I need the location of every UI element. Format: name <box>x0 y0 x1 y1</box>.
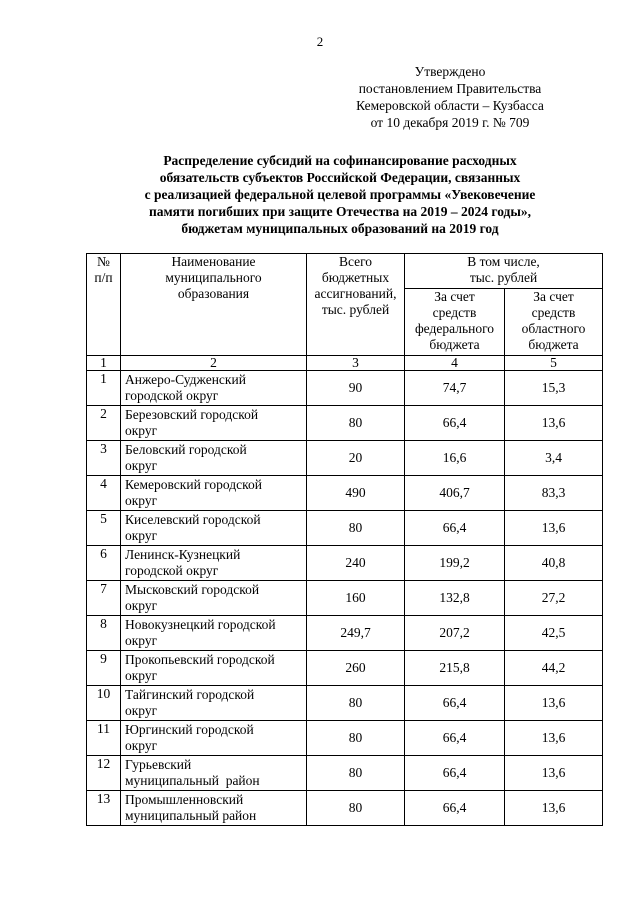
table-row <box>87 756 603 791</box>
row-number: 4 <box>87 476 121 511</box>
regional-value: 42,5 <box>505 616 603 651</box>
title-line: бюджетам муниципальных образований на 2019 год <box>181 221 499 236</box>
title-line: обязательств субъектов Российской Федерации, связанных <box>159 170 521 185</box>
column-index: 2 <box>121 356 307 371</box>
municipality-name <box>121 651 307 686</box>
municipality-name-line: округ <box>125 528 158 543</box>
column-index: 1 <box>87 356 121 371</box>
municipality-name-line: Ленинск-Кузнецкий <box>125 547 241 562</box>
row-number: 6 <box>87 546 121 581</box>
municipality-name <box>121 581 307 616</box>
header-line: образования <box>177 286 250 301</box>
federal-value: 215,8 <box>405 651 505 686</box>
municipality-name <box>121 686 307 721</box>
regional-value: 13,6 <box>505 721 603 756</box>
municipality-name-line: округ <box>125 598 158 613</box>
header-line: тыс. рублей <box>469 270 538 285</box>
header-line: средств <box>432 305 477 320</box>
header-line: В том числе, <box>467 254 540 269</box>
municipality-name-line: округ <box>125 423 158 438</box>
regional-value: 13,6 <box>505 511 603 546</box>
municipality-name-line: муниципальный район <box>125 808 257 823</box>
header-num <box>87 254 121 356</box>
municipality-name-line: округ <box>125 493 158 508</box>
regional-value: 13,6 <box>505 756 603 791</box>
regional-value: 44,2 <box>505 651 603 686</box>
approval-line: Кемеровской области – Кузбасса <box>356 98 544 113</box>
municipality-name-line: Новокузнецкий городской <box>125 617 276 632</box>
row-number: 7 <box>87 581 121 616</box>
municipality-name <box>121 546 307 581</box>
municipality-name-line: городской округ <box>125 388 219 403</box>
municipality-name <box>121 371 307 406</box>
header-total <box>307 254 405 356</box>
municipality-name-line: округ <box>125 633 158 648</box>
total-value: 160 <box>307 581 405 616</box>
table-row <box>87 651 603 686</box>
table-row <box>87 616 603 651</box>
approval-line: постановлением Правительства <box>358 81 542 96</box>
table-row <box>87 476 603 511</box>
title-line: Распределение субсидий на софинансирование расходных <box>163 153 517 168</box>
municipality-name <box>121 476 307 511</box>
header-line: бюджета <box>528 337 579 352</box>
municipality-name-line: Тайгинский городской <box>125 687 255 702</box>
table-row <box>87 511 603 546</box>
municipality-name-line: Юргинский городской <box>125 722 254 737</box>
regional-value: 15,3 <box>505 371 603 406</box>
municipality-name-line: Кемеровский городской <box>125 477 262 492</box>
total-value: 260 <box>307 651 405 686</box>
total-value: 80 <box>307 756 405 791</box>
municipality-name-line: округ <box>125 703 158 718</box>
header-line: тыс. рублей <box>321 302 390 317</box>
table-row <box>87 686 603 721</box>
page-number: 2 <box>316 34 324 49</box>
total-value: 490 <box>307 476 405 511</box>
row-number: 1 <box>87 371 121 406</box>
header-line: Всего <box>338 254 373 269</box>
header-line: бюджета <box>429 337 480 352</box>
header-line: п/п <box>94 270 113 285</box>
municipality-name-line: Анжеро-Судженский <box>125 372 246 387</box>
federal-value: 66,4 <box>405 406 505 441</box>
column-index-row <box>87 356 603 371</box>
federal-value: 66,4 <box>405 756 505 791</box>
federal-value: 199,2 <box>405 546 505 581</box>
row-number: 2 <box>87 406 121 441</box>
table-row <box>87 406 603 441</box>
header-line: ассигнований, <box>314 286 397 301</box>
federal-value: 66,4 <box>405 791 505 826</box>
table-row <box>87 546 603 581</box>
row-number: 12 <box>87 756 121 791</box>
row-number: 11 <box>87 721 121 756</box>
regional-value: 83,3 <box>505 476 603 511</box>
total-value: 20 <box>307 441 405 476</box>
header-line: За счет <box>434 289 475 304</box>
municipality-name-line: муниципальный район <box>125 773 260 788</box>
municipality-name <box>121 791 307 826</box>
title-line: памяти погибших при защите Отечества на 2019 – 2024 годы», <box>148 204 532 219</box>
municipality-name <box>121 616 307 651</box>
row-number: 13 <box>87 791 121 826</box>
column-index: 4 <box>405 356 505 371</box>
total-value: 80 <box>307 686 405 721</box>
total-value: 90 <box>307 371 405 406</box>
municipality-name-line: округ <box>125 738 158 753</box>
total-value: 80 <box>307 511 405 546</box>
document-title <box>80 152 600 237</box>
regional-value: 40,8 <box>505 546 603 581</box>
municipality-name <box>121 441 307 476</box>
table-row <box>87 791 603 826</box>
total-value: 80 <box>307 791 405 826</box>
column-index: 5 <box>505 356 603 371</box>
municipality-name-line: Мысковский городской <box>125 582 260 597</box>
municipality-name-line: Беловский городской <box>125 442 247 457</box>
row-number: 8 <box>87 616 121 651</box>
regional-value: 3,4 <box>505 441 603 476</box>
total-value: 240 <box>307 546 405 581</box>
header-federal <box>405 289 505 356</box>
header-line: муниципального <box>165 270 262 285</box>
municipality-name <box>121 721 307 756</box>
header-line: федерального <box>414 321 495 336</box>
municipality-name-line: Промышленновский <box>125 792 244 807</box>
regional-value: 27,2 <box>505 581 603 616</box>
title-line: с реализацией федеральной целевой программы «Увековечение <box>144 187 536 202</box>
federal-value: 66,4 <box>405 721 505 756</box>
federal-value: 74,7 <box>405 371 505 406</box>
column-index: 3 <box>307 356 405 371</box>
approval-line: от 10 декабря 2019 г. № 709 <box>370 115 530 130</box>
total-value: 249,7 <box>307 616 405 651</box>
header-name <box>121 254 307 356</box>
total-value: 80 <box>307 406 405 441</box>
approval-block <box>330 63 570 131</box>
header-including <box>405 254 603 289</box>
table-row <box>87 721 603 756</box>
approval-line: Утверждено <box>414 64 486 79</box>
total-value: 80 <box>307 721 405 756</box>
header-regional <box>505 289 603 356</box>
regional-value: 13,6 <box>505 686 603 721</box>
header-line: № <box>97 254 110 269</box>
header-line: За счет <box>533 289 574 304</box>
federal-value: 66,4 <box>405 511 505 546</box>
header-line: областного <box>521 321 586 336</box>
row-number: 3 <box>87 441 121 476</box>
regional-value: 13,6 <box>505 791 603 826</box>
municipality-name <box>121 406 307 441</box>
table-row <box>87 581 603 616</box>
header-line: средств <box>531 305 576 320</box>
municipality-name-line: городской округ <box>125 563 219 578</box>
federal-value: 207,2 <box>405 616 505 651</box>
federal-value: 406,7 <box>405 476 505 511</box>
table-row <box>87 371 603 406</box>
table-row <box>87 441 603 476</box>
federal-value: 16,6 <box>405 441 505 476</box>
municipality-name-line: Гурьевский <box>125 757 192 772</box>
subsidy-table <box>86 253 603 826</box>
row-number: 9 <box>87 651 121 686</box>
municipality-name-line: округ <box>125 668 158 683</box>
municipality-name <box>121 511 307 546</box>
row-number: 5 <box>87 511 121 546</box>
federal-value: 132,8 <box>405 581 505 616</box>
federal-value: 66,4 <box>405 686 505 721</box>
header-line: Наименование <box>171 254 256 269</box>
header-line: бюджетных <box>321 270 390 285</box>
municipality-name-line: округ <box>125 458 158 473</box>
municipality-name-line: Киселевский городской <box>125 512 261 527</box>
municipality-name-line: Прокопьевский городской <box>125 652 275 667</box>
regional-value: 13,6 <box>505 406 603 441</box>
municipality-name-line: Березовский городской <box>125 407 259 422</box>
row-number: 10 <box>87 686 121 721</box>
municipality-name <box>121 756 307 791</box>
